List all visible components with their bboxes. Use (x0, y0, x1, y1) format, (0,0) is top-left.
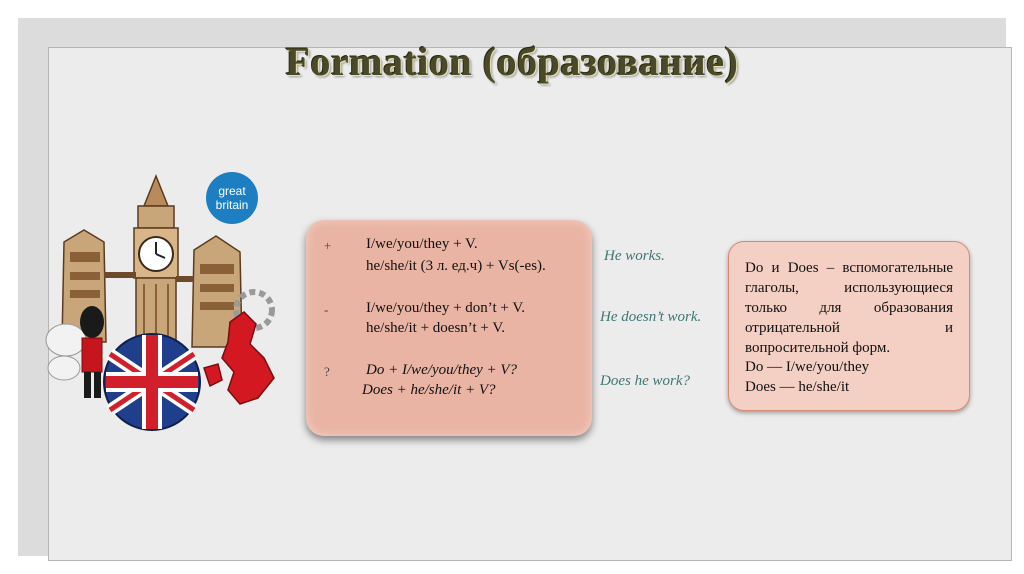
rule-line (366, 362, 517, 379)
note-line-does: Does — he/she/it (745, 379, 850, 395)
rule-line: he/she/it (3 л. ед.ч) + Vs(-es). (366, 258, 546, 274)
auxiliary-verbs-note (728, 241, 970, 411)
rule-line-text: Does + he/she/it + V? (362, 382, 496, 398)
badge-line-1: great (218, 184, 246, 198)
slide-title: Formation (образование) (285, 39, 739, 84)
rule-sign-negative: - (324, 302, 329, 317)
example-negative: He doesn’t work. (600, 309, 702, 325)
rule-sign-question: ? (324, 364, 330, 379)
rule-line: he/she/it + doesn’t + V. (366, 320, 506, 336)
note-line-do: Do — I/we/you/they (745, 359, 870, 375)
rule-line (362, 382, 496, 399)
example-affirmative: He works. (604, 248, 665, 264)
example-question: Does he work? (600, 373, 690, 389)
rule-line-text: Do + I/we/you/they + V? (366, 362, 518, 378)
note-text: Do и Does – вспомогательные глаголы, использующиеся только для образования отрицательной и вопросительной форм. (745, 260, 953, 356)
formation-rules-box (306, 220, 592, 436)
rule-line: I/we/you/they + don’t + V. (366, 300, 526, 316)
great-britain-badge (205, 171, 259, 225)
rule-line: I/we/you/they + V. (366, 236, 478, 252)
badge-line-2: britain (215, 198, 249, 212)
rule-sign-affirmative: + (324, 238, 332, 253)
